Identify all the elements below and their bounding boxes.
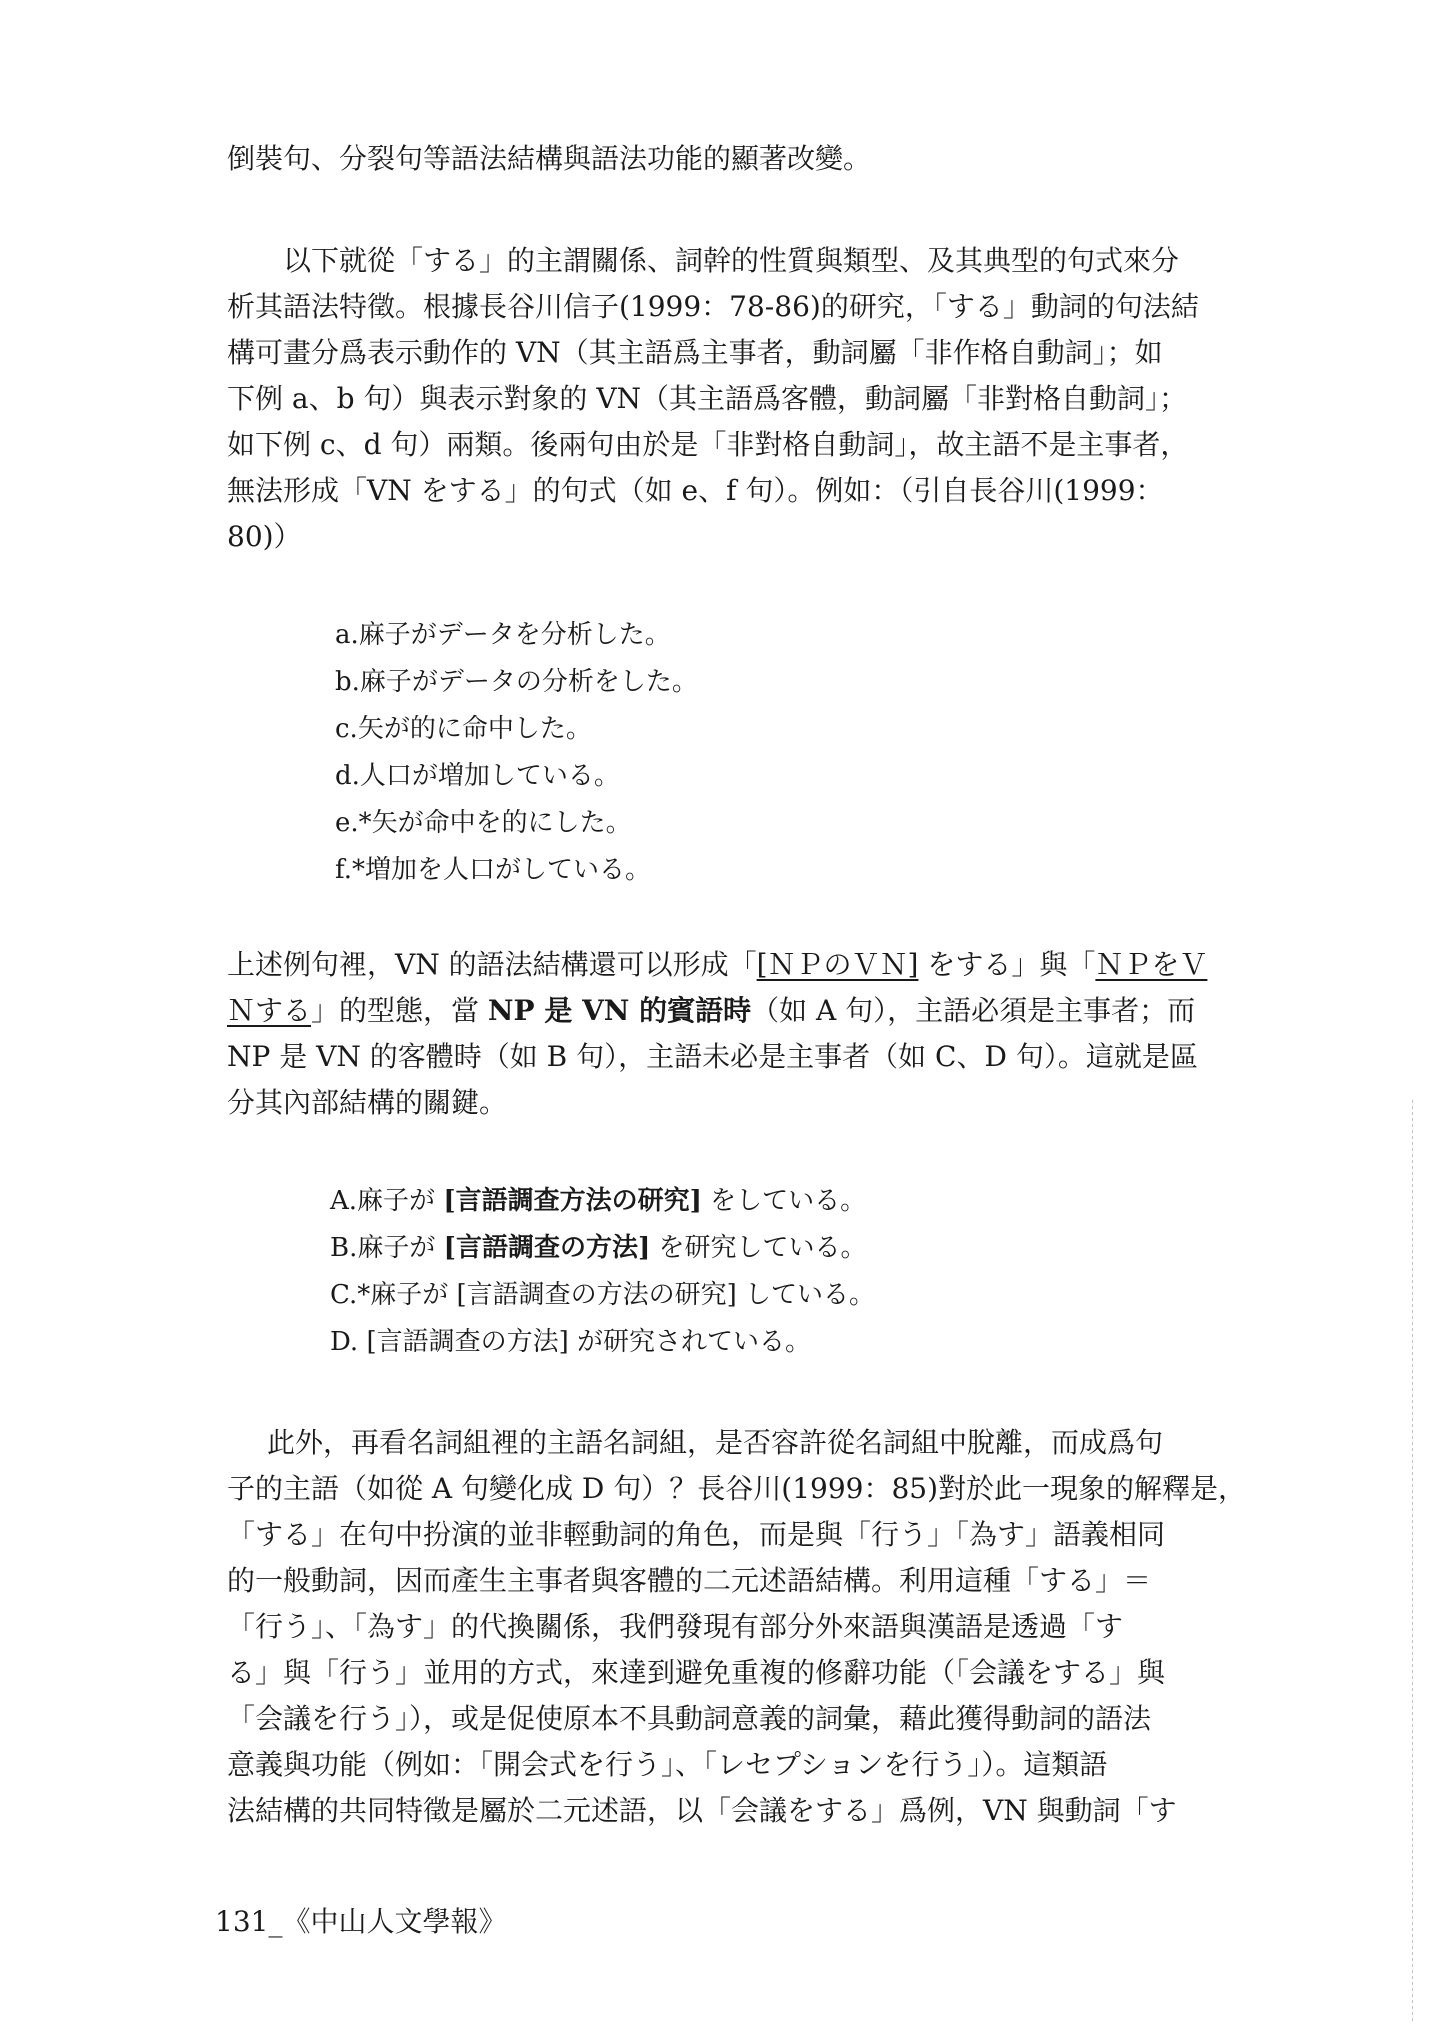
example-sentence: f.*増加を人口がしている。 [335,855,651,885]
text-line: 意義與功能（例如：「開会式を行う」、「レセプションを行う」）。這類語 [227,1748,1108,1781]
text-line: る」與「行う」並用的方式，來達到避免重複的修辭功能（「会議をする」與 [227,1656,1166,1689]
text-line: 以下就從「する」的主謂關係、詞幹的性質與類型、及其典型的句式來分 [283,244,1180,277]
example-sentence: b.麻子がデータの分析をした。 [335,667,698,697]
text-line: 如下例 c、d 句）兩類。後兩句由於是「非對格自動詞」，故主語不是主事者， [227,428,1189,461]
bold-bracket: [言語調查の方法] [443,1233,651,1263]
page-footer: 131_《中山人文學報》 [215,1905,507,1938]
paragraph-4 [227,1420,1247,1834]
scan-edge-line [1412,1100,1413,2024]
example-sentence [330,1178,875,1225]
text-line: 80)） [227,520,302,553]
text-line: NP 是 VN 的客體時（如 B 句），主語未必是主事者（如 C、D 句）。這就是區 [227,1040,1198,1073]
paragraph-1 [227,136,1207,182]
underlined-pattern: Ｎする [227,994,312,1027]
text-run: A.麻子が [330,1186,444,1216]
paragraph-3 [227,942,1207,1126]
text-run: している。 [736,1280,876,1310]
text-line: 無法形成「VN をする」的句式（如 e、f 句）。例如：（引自長谷川(1999： [227,474,1164,507]
text-run: C.*麻子が [330,1280,457,1310]
text-run: をしている。 [701,1186,867,1216]
text-line: 法結構的共同特徵是屬於二元述語，以「会議をする」爲例，VN 與動詞「す [227,1794,1177,1827]
bold-bracket: [言語調查方法の研究] [443,1186,702,1216]
text-line: 構可畫分爲表示動作的 VN（其主語爲主事者，動詞屬「非作格自動詞」；如 [227,336,1163,369]
example-sentence [330,1319,875,1366]
example-sentence: c.矢が的に命中した。 [335,714,592,744]
paragraph-2 [227,238,1207,560]
text-line: 分其內部結構的關鍵。 [227,1086,508,1119]
text-line [227,942,1207,988]
text-run: をする」與「 [918,948,1096,981]
text-run: 」的型態，當 [311,994,488,1027]
text-run: を研究している。 [650,1233,867,1263]
text-run: （如 A 句），主語必須是主事者；而 [751,994,1196,1027]
text-line: 倒裝句、分裂句等語法結構與語法功能的顯著改變。 [227,142,872,175]
text-line [227,988,1207,1034]
text-line: 「行う」、「為す」的代換關係，我們發現有部分外來語與漢語是透過「す [227,1610,1124,1643]
bracket-text: [言語調查の方法] [366,1327,569,1357]
text-line: 「する」在句中扮演的並非輕動詞的角色，而是與「行う」「為す」語義相同 [227,1518,1166,1551]
example-sentence: a.麻子がデータを分析した。 [335,620,671,650]
example-sentence: e.*矢が命中を的にした。 [335,808,632,838]
underlined-pattern: [ＮＰのＶＮ] [756,948,919,981]
example-sentence [330,1225,875,1272]
text-line: 下例 a、b 句）與表示對象的 VN（其主語爲客體，動詞屬「非對格自動詞」； [227,382,1188,415]
text-line: 的一般動詞，因而產生主事者與客體的二元述語結構。利用這種「する」＝ [227,1564,1152,1597]
example-list-1 [335,612,698,894]
text-line: 子的主語（如從 A 句變化成 D 句）？長谷川(1999：85)對於此一現象的解釋是， [227,1472,1247,1505]
example-sentence [330,1272,875,1319]
bold-text: NP 是 VN 的賓語時 [487,994,752,1027]
text-run: D. [330,1327,367,1357]
text-run: が研究されている。 [568,1327,812,1357]
text-run: 上述例句裡，VN 的語法結構還可以形成「 [227,948,757,981]
example-sentence: d.人口が増加している。 [335,761,620,791]
text-line: 此外，再看名詞組裡的主語名詞組，是否容許從名詞組中脫離，而成爲句 [267,1426,1164,1459]
text-run: B.麻子が [330,1233,444,1263]
text-line: 「会議を行う」），或是促使原本不具動詞意義的詞彙，藉此獲得動詞的語法 [227,1702,1152,1735]
bracket-text: [言語調查の方法の研究] [456,1280,737,1310]
underlined-pattern: ＮＰをＶ [1095,948,1208,981]
example-list-2 [330,1178,875,1366]
text-line: 析其語法特徵。根據長谷川信子(1999：78-86)的研究，「する」動詞的句法結 [227,290,1199,323]
